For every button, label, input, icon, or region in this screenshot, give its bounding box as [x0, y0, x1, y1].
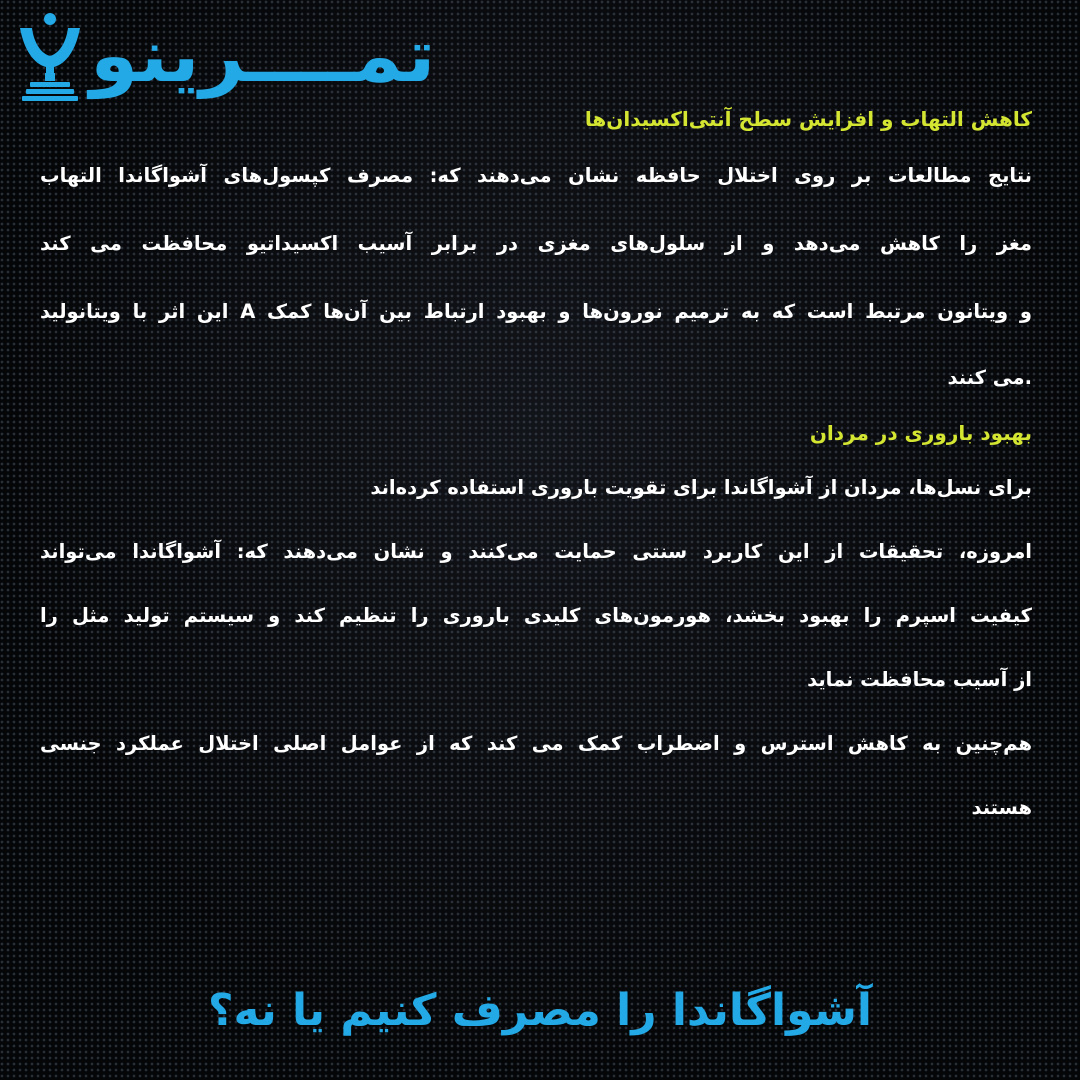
- footer-question: آشواگاندا را مصرف کنیم یا نه؟: [207, 985, 873, 1036]
- section-heading-inflammation: کاهش التهاب و افزایش سطح آنتی‌اکسیدان‌ها: [584, 107, 1032, 131]
- paragraph-line: هم‌چنین به کاهش استرس و اضطراب کمک می کند که از عوامل اصلی اختلال عملکرد جنسی: [40, 732, 1032, 755]
- paragraph-line: نتایج مطالعات بر روی اختلال حافظه نشان می‌دهند که: مصرف کپسول‌های آشواگاندا التهاب: [40, 164, 1032, 187]
- article-body: [40, 96, 1032, 840]
- paragraph-line: هستند: [971, 796, 1032, 819]
- paragraph-line: مغز را کاهش می‌دهد و از سلول‌های مغزی در برابر آسیب اکسیداتیو محافظت می کند: [40, 232, 1032, 255]
- brand-name: تمــــرینو: [90, 13, 436, 99]
- section-heading-fertility: بهبود باروری در مردان: [809, 421, 1032, 445]
- cup-trophy-icon: [14, 10, 86, 102]
- paragraph-line: برای نسل‌ها، مردان از آشواگاندا برای تقویت باروری استفاده کرده‌اند: [370, 476, 1032, 499]
- paragraph-line: .می کنند: [947, 366, 1032, 389]
- paragraph-line: از آسیب محافظت نماید: [807, 668, 1032, 691]
- paragraph-line: و ویتانون مرتبط است که به ترمیم نورون‌ها و بهبود ارتباط بین آن‌ها کمک A این اثر با ویتانولید: [40, 300, 1032, 323]
- brand-logo: [14, 8, 454, 104]
- paragraph-line: امروزه، تحقیقات از این کاربرد سنتی حمایت می‌کنند و نشان می‌دهند که: آشواگاندا می‌تواند: [40, 540, 1032, 563]
- paragraph-line: کیفیت اسپرم را بهبود بخشد، هورمون‌های کلیدی باروری را تنظیم کند و سیستم تولید مثل را: [40, 604, 1032, 627]
